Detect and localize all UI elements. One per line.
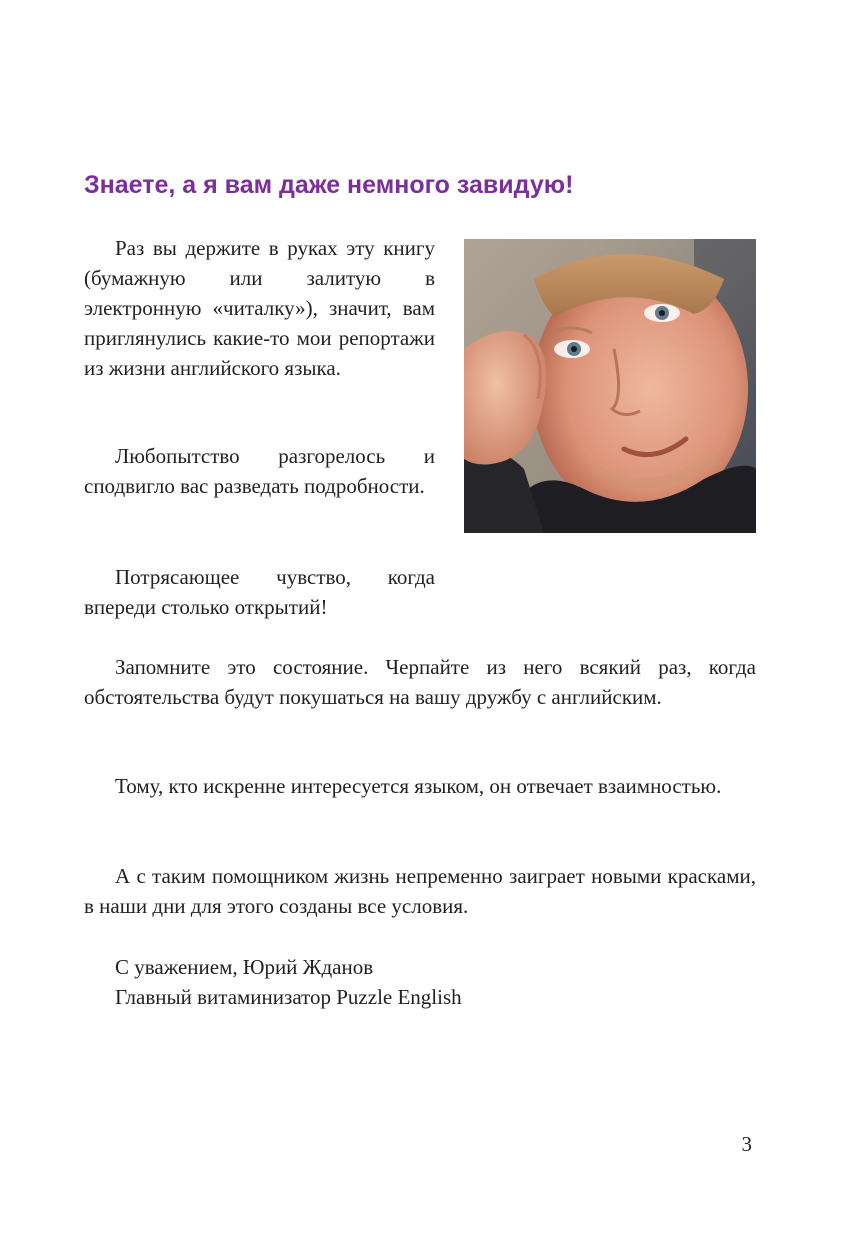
signature-title: Главный витаминизатор Puzzle English <box>115 985 462 1009</box>
paragraph-1: Раз вы держите в руках эту книгу (бумажную или залитую в электронную «читалку»), значит, вам приглянулись какие-то мои репортажи из жизни английского языка. <box>84 236 435 380</box>
page-number: 3 <box>741 1132 752 1156</box>
paragraph-5: Тому, кто искренне интересуется языком, он отвечает взаимностью. <box>115 774 722 798</box>
paragraph-4: Запомните это состояние. Черпайте из него всякий раз, когда обстоятельства будут покушаться на вашу дружбу с английским. <box>84 655 756 709</box>
signature-block <box>84 952 756 1012</box>
paragraph-6: А с таким помощником жизнь непременно заиграет новыми красками, в наши дни для этого созданы все условия. <box>84 864 756 918</box>
paragraph-2: Любопытство разгорелось и сподвигло вас разведать подробности. <box>84 444 435 498</box>
page-heading: Знаете, а я вам даже немного завидую! <box>84 171 574 199</box>
paragraph-3: Потрясающее чувство, когда впереди столько открытий! <box>84 565 435 619</box>
author-photo <box>464 239 756 533</box>
signature-greeting: С уважением, Юрий Жданов <box>115 955 374 979</box>
